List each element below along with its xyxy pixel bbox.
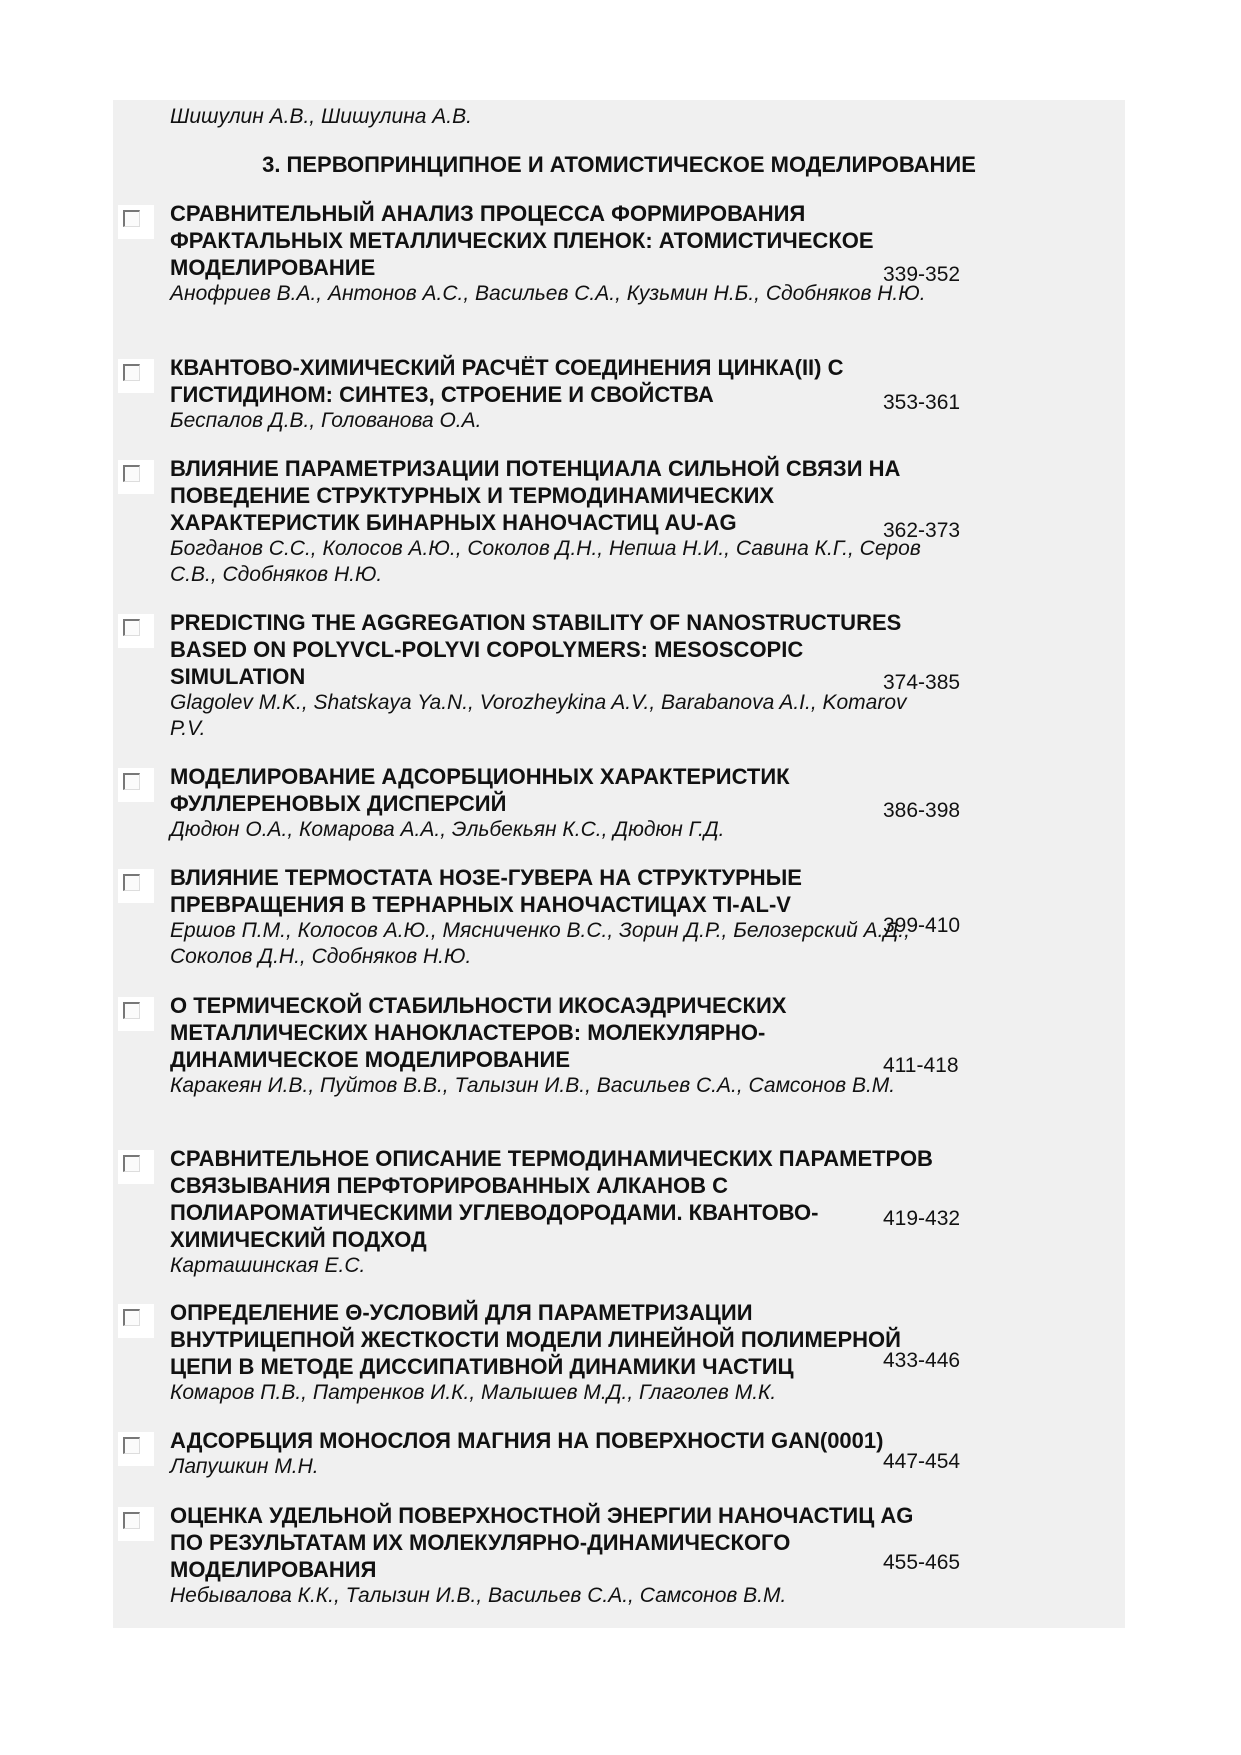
- entry-title[interactable]: ВЛИЯНИЕ ПАРАМЕТРИЗАЦИИ ПОТЕНЦИАЛА СИЛЬНОЙ СВЯЗИ НА ПОВЕДЕНИЕ СТРУКТУРНЫХ И ТЕРМОДИНАМИЧЕСКИХ ХАРАКТЕРИСТИК БИНАРНЫХ НАНОЧАСТИЦ AU-AG: [170, 456, 901, 535]
- checkbox-icon[interactable]: [118, 1304, 154, 1338]
- entry-pages: 386-398: [883, 799, 961, 822]
- checkbox-icon[interactable]: [118, 460, 154, 494]
- checkbox-icon[interactable]: [118, 359, 154, 393]
- checkbox-icon[interactable]: [118, 768, 154, 802]
- entry-title[interactable]: PREDICTING THE AGGREGATION STABILITY OF NANOSTRUCTURES BASED ON POLYVCL-POLYVI COPOLYMERS: MESOSCOPIC SIMULATION: [170, 610, 902, 689]
- checkbox-icon[interactable]: [118, 1150, 154, 1184]
- entry-pages: 353-361: [883, 391, 961, 414]
- entry-pages: 339-352: [883, 263, 961, 286]
- entry-text: [170, 1145, 940, 1279]
- entry-pages: 433-446: [883, 1349, 961, 1372]
- entry-pages: 399-410: [883, 914, 961, 937]
- section-title: 3. ПЕРВОПРИНЦИПНОЕ И АТОМИСТИЧЕСКОЕ МОДЕЛИРОВАНИЕ: [262, 152, 976, 177]
- entry-text: [170, 200, 940, 307]
- entry-title[interactable]: СРАВНИТЕЛЬНЫЙ АНАЛИЗ ПРОЦЕССА ФОРМИРОВАНИЯ ФРАКТАЛЬНЫХ МЕТАЛЛИЧЕСКИХ ПЛЕНОК: АТОМИСТИЧЕСКОЕ МОДЕЛИРОВАНИЕ: [170, 201, 874, 280]
- entry-title[interactable]: МОДЕЛИРОВАНИЕ АДСОРБЦИОННЫХ ХАРАКТЕРИСТИК ФУЛЛЕРЕНОВЫХ ДИСПЕРСИЙ: [170, 764, 790, 816]
- checkbox-icon[interactable]: [118, 997, 154, 1031]
- entry-title[interactable]: ОЦЕНКА УДЕЛЬНОЙ ПОВЕРХНОСТНОЙ ЭНЕРГИИ НАНОЧАСТИЦ AG ПО РЕЗУЛЬТАТАМ ИХ МОЛЕКУЛЯРНО-ДИНАМИЧЕСКОГО МОДЕЛИРОВАНИЯ: [170, 1503, 914, 1582]
- checkbox-icon[interactable]: [118, 205, 154, 239]
- entry-authors: Беспалов Д.В., Голованова О.А.: [170, 409, 482, 432]
- entry-authors: Комаров П.В., Патренков И.К., Малышев М.Д., Глаголев М.К.: [170, 1381, 777, 1404]
- entry-authors: Дюдюн О.А., Комарова А.А., Эльбекьян К.С., Дюдюн Г.Д.: [170, 818, 725, 841]
- entry-title[interactable]: ВЛИЯНИЕ ТЕРМОСТАТА НОЗЕ-ГУВЕРА НА СТРУКТУРНЫЕ ПРЕВРАЩЕНИЯ В ТЕРНАРНЫХ НАНОЧАСТИЦАХ TI-AL-V: [170, 865, 802, 917]
- entry-authors: Лапушкин М.Н.: [170, 1455, 319, 1478]
- checkbox-icon[interactable]: [118, 869, 154, 903]
- entry-text: [170, 992, 940, 1099]
- entry-authors: Анофриев В.А., Антонов А.С., Васильев С.А., Кузьмин Н.Б., Сдобняков Н.Ю.: [170, 282, 926, 305]
- entry-text: [170, 354, 940, 434]
- entry-title[interactable]: О ТЕРМИЧЕСКОЙ СТАБИЛЬНОСТИ ИКОСАЭДРИЧЕСКИХ МЕТАЛЛИЧЕСКИХ НАНОКЛАСТЕРОВ: МОЛЕКУЛЯРНО-ДИНАМИЧЕСКОЕ МОДЕЛИРОВАНИЕ: [170, 993, 787, 1072]
- entry-title[interactable]: ОПРЕДЕЛЕНИЕ Θ-УСЛОВИЙ ДЛЯ ПАРАМЕТРИЗАЦИИ ВНУТРИЦЕПНОЙ ЖЕСТКОСТИ МОДЕЛИ ЛИНЕЙНОЙ ПОЛИМЕРНОЙ ЦЕПИ В МЕТОДЕ ДИССИПАТИВНОЙ ДИНАМИКИ ЧАСТИЦ: [170, 1300, 901, 1379]
- checkbox-icon[interactable]: [118, 614, 154, 648]
- entry-text: [170, 763, 940, 843]
- entry-pages: 411-418: [883, 1054, 959, 1077]
- checkbox-icon[interactable]: [118, 1507, 154, 1541]
- entry-text: [170, 1299, 940, 1406]
- entry-authors: Каракеян И.В., Пуйтов В.В., Талызин И.В., Васильев С.А., Самсонов В.М.: [170, 1074, 896, 1097]
- entry-authors: Небывалова К.К., Талызин И.В., Васильев С.А., Самсонов В.М.: [170, 1584, 787, 1607]
- entry-pages: 455-465: [883, 1551, 961, 1574]
- checkbox-icon[interactable]: [118, 1432, 154, 1466]
- entry-pages: 362-373: [883, 519, 961, 542]
- entry-authors: Богданов С.С., Колосов А.Ю., Соколов Д.Н., Непша Н.И., Савина К.Г., Серов С.В., Сдобняков Н.Ю.: [170, 537, 921, 586]
- entry-text: [170, 1427, 940, 1480]
- entry-text: [170, 609, 940, 742]
- entry-title[interactable]: КВАНТОВО-ХИМИЧЕСКИЙ РАСЧЁТ СОЕДИНЕНИЯ ЦИНКА(II) С ГИСТИДИНОМ: СИНТЕЗ, СТРОЕНИЕ И СВОЙСТВА: [170, 355, 844, 407]
- entry-text: [170, 864, 940, 970]
- entry-pages: 374-385: [883, 671, 961, 694]
- entry-authors: Glagolev M.K., Shatskaya Ya.N., Vorozheykina A.V., Barabanova A.I., Komarov P.V.: [170, 691, 907, 740]
- entry-text: [170, 1502, 940, 1609]
- entry-title[interactable]: АДСОРБЦИЯ МОНОСЛОЯ МАГНИЯ НА ПОВЕРХНОСТИ GAN(0001): [170, 1428, 884, 1453]
- entry-authors: Карташинская Е.С.: [170, 1254, 366, 1277]
- entry-title[interactable]: СРАВНИТЕЛЬНОЕ ОПИСАНИЕ ТЕРМОДИНАМИЧЕСКИХ ПАРАМЕТРОВ СВЯЗЫВАНИЯ ПЕРФТОРИРОВАННЫХ АЛКАНОВ С ПОЛИАРОМАТИЧЕСКИМИ УГЛЕВОДОРОДАМИ. КВАНТОВО-ХИМИЧЕСКИЙ ПОДХОД: [170, 1146, 933, 1252]
- entry-text: [170, 455, 940, 588]
- entry-pages: 447-454: [883, 1450, 961, 1473]
- entry-authors: Ершов П.М., Колосов А.Ю., Мясниченко В.С., Зорин Д.Р., Белозерский А.Д., Соколов Д.Н., Сдобняков Н.Ю.: [170, 919, 910, 968]
- previous-entry-authors: Шишулин А.В., Шишулина А.В.: [170, 105, 472, 128]
- entry-pages: 419-432: [883, 1207, 961, 1230]
